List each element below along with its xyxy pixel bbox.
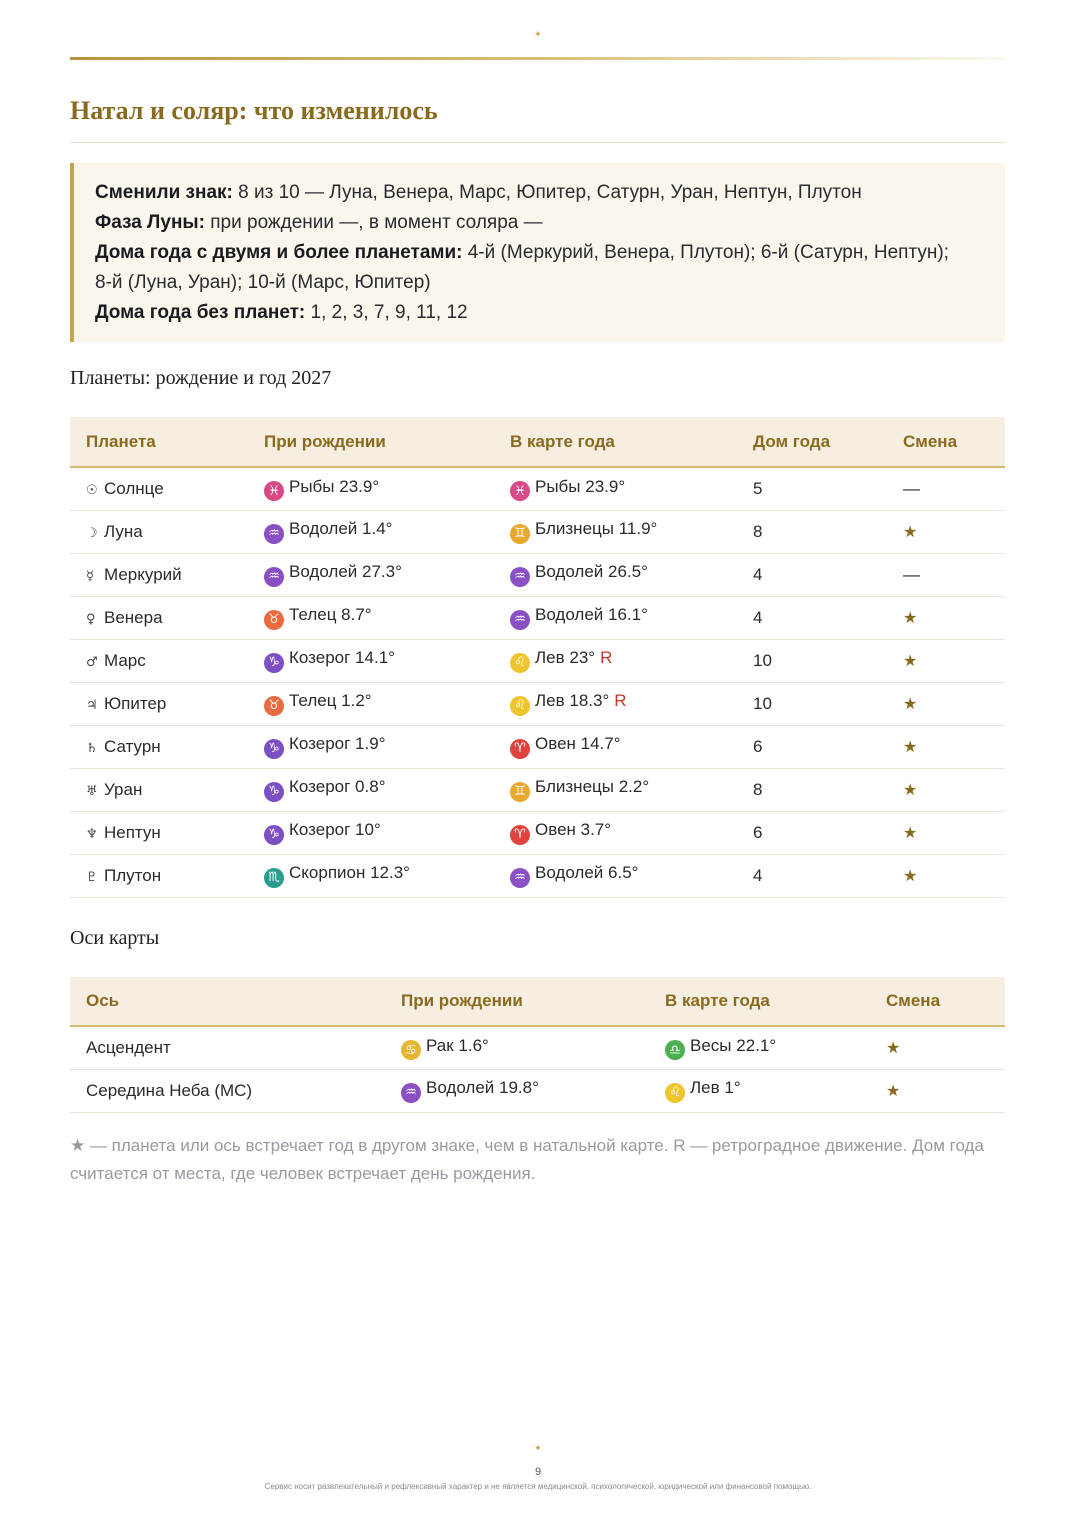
year-cell <box>649 1026 870 1069</box>
house-cell: 4 <box>737 553 887 596</box>
planets-table <box>70 417 1005 898</box>
summary-line <box>95 298 985 328</box>
sign-position: Водолей 1.4° <box>289 519 393 539</box>
zodiac-sign-icon: ♑ <box>264 739 284 759</box>
planet-glyph-icon: ♅ <box>86 783 98 799</box>
sign-position: Козерог 14.1° <box>289 648 395 668</box>
year-cell <box>494 553 737 596</box>
change-star-icon: ★ <box>887 639 1005 682</box>
planet-name: Луна <box>104 521 143 541</box>
col-natal: При рождении <box>248 417 494 467</box>
zodiac-sign-icon: ♉ <box>264 696 284 716</box>
sign-position: Водолей 19.8° <box>426 1078 539 1098</box>
natal-cell <box>248 596 494 639</box>
zodiac-sign-icon: ♑ <box>264 825 284 845</box>
sign-position: Рак 1.6° <box>426 1035 489 1055</box>
change-star-icon: ★ <box>887 854 1005 897</box>
zodiac-sign-icon: ♈ <box>510 825 530 845</box>
house-cell: 10 <box>737 639 887 682</box>
title-divider <box>70 142 1005 143</box>
table-row <box>70 510 1005 553</box>
zodiac-sign-icon: ♑ <box>264 653 284 673</box>
sign-position: Водолей 27.3° <box>289 562 402 582</box>
table-row <box>70 639 1005 682</box>
zodiac-sign-icon: ♓ <box>510 481 530 501</box>
sign-position: Телец 8.7° <box>289 605 372 625</box>
summary-line <box>95 178 985 208</box>
col-change: Смена <box>870 977 1005 1026</box>
natal-cell <box>248 768 494 811</box>
table-row <box>70 553 1005 596</box>
planet-glyph-icon: ♇ <box>86 869 98 885</box>
year-cell <box>494 596 737 639</box>
summary-text: 4-й (Меркурий, Венера, Плутон); 6-й (Сатурн, Нептун); <box>462 242 949 263</box>
house-cell: 5 <box>737 467 887 510</box>
summary-label: Сменили знак: <box>95 182 233 203</box>
planet-cell <box>70 768 248 811</box>
col-planet: Планета <box>70 417 248 467</box>
sign-position: Водолей 6.5° <box>535 863 639 883</box>
disclaimer: Сервис носит развлекательный и рефлексивный характер и не является медицинской, психологической, юридической или финансовой помощью. <box>264 1482 812 1491</box>
change-star-icon: ★ <box>887 768 1005 811</box>
change-star-icon: ★ <box>887 682 1005 725</box>
table-row <box>70 596 1005 639</box>
zodiac-sign-icon: ♑ <box>264 782 284 802</box>
change-star-icon: ★ <box>870 1069 1005 1112</box>
sign-position: Водолей 16.1° <box>535 605 648 625</box>
axes-table <box>70 977 1005 1113</box>
planet-glyph-icon: ♄ <box>86 740 98 756</box>
col-year: В карте года <box>649 977 870 1026</box>
natal-cell <box>248 510 494 553</box>
col-axis: Ось <box>70 977 385 1026</box>
axes-table-header <box>70 977 1005 1026</box>
house-cell: 8 <box>737 768 887 811</box>
table-row <box>70 467 1005 510</box>
planet-glyph-icon: ☽ <box>86 525 98 541</box>
natal-cell <box>248 811 494 854</box>
summary-label: Фаза Луны: <box>95 212 205 233</box>
table-row <box>70 768 1005 811</box>
sign-position: Рыбы 23.9° <box>289 476 380 496</box>
year-cell <box>494 639 737 682</box>
summary-box <box>70 163 1005 342</box>
planet-name: Юпитер <box>104 693 167 713</box>
natal-cell <box>248 682 494 725</box>
planet-name: Солнце <box>104 478 164 498</box>
change-star-icon: ★ <box>887 725 1005 768</box>
summary-line <box>95 268 985 298</box>
house-cell: 10 <box>737 682 887 725</box>
year-cell <box>494 854 737 897</box>
year-cell <box>494 510 737 553</box>
retrograde-marker: R <box>600 648 613 668</box>
sign-position: Весы 22.1° <box>690 1035 777 1055</box>
planet-name: Марс <box>104 650 146 670</box>
natal-cell <box>385 1026 649 1069</box>
year-cell <box>494 467 737 510</box>
zodiac-sign-icon: ♒ <box>510 567 530 587</box>
page-title: Натал и соляр: что изменилось <box>70 96 438 125</box>
natal-cell <box>248 467 494 510</box>
planet-glyph-icon: ♀ <box>86 611 96 627</box>
zodiac-sign-icon: ♊ <box>510 524 530 544</box>
summary-label: Дома года без планет: <box>95 302 306 323</box>
summary-text: при рождении —, в момент соляра — <box>204 212 543 233</box>
planet-glyph-icon: ♃ <box>86 697 98 713</box>
sign-position: Лев 18.3° <box>535 691 610 711</box>
planet-name: Нептун <box>104 822 161 842</box>
year-cell <box>649 1069 870 1112</box>
zodiac-sign-icon: ♌ <box>510 696 530 716</box>
summary-text: 1, 2, 3, 7, 9, 11, 12 <box>305 302 468 323</box>
table-row <box>70 725 1005 768</box>
zodiac-sign-icon: ♒ <box>510 610 530 630</box>
zodiac-sign-icon: ♌ <box>510 653 530 673</box>
top-ornament: ✦ <box>534 29 542 39</box>
planet-glyph-icon: ♂ <box>86 654 98 670</box>
planet-name: Плутон <box>104 865 162 885</box>
house-cell: 6 <box>737 811 887 854</box>
zodiac-sign-icon: ♒ <box>401 1083 421 1103</box>
planet-name: Сатурн <box>104 736 161 756</box>
natal-cell <box>248 553 494 596</box>
house-cell: 8 <box>737 510 887 553</box>
change-star-icon: ★ <box>887 811 1005 854</box>
house-cell: 4 <box>737 596 887 639</box>
footnote: ★ — планета или ось встречает год в другом знаке, чем в натальной карте. R — ретроградное движение. Дом года считается от места, где человек встречает день рождения. <box>70 1136 984 1183</box>
change-star-icon: ★ <box>887 596 1005 639</box>
sign-position: Овен 14.7° <box>535 734 621 754</box>
planet-cell <box>70 639 248 682</box>
retrograde-marker: R <box>614 691 627 711</box>
natal-cell <box>248 725 494 768</box>
planet-glyph-icon: ☿ <box>86 568 94 584</box>
zodiac-sign-icon: ♎ <box>665 1040 685 1060</box>
planet-cell <box>70 467 248 510</box>
house-cell: 4 <box>737 854 887 897</box>
sign-position: Лев 1° <box>690 1078 741 1098</box>
planet-name: Меркурий <box>104 564 182 584</box>
planet-cell <box>70 725 248 768</box>
zodiac-sign-icon: ♋ <box>401 1040 421 1060</box>
house-cell: 6 <box>737 725 887 768</box>
year-cell <box>494 682 737 725</box>
natal-cell <box>248 854 494 897</box>
table-row <box>70 1026 1005 1069</box>
table-row <box>70 1069 1005 1112</box>
table-row <box>70 682 1005 725</box>
table-row <box>70 811 1005 854</box>
planet-cell <box>70 854 248 897</box>
page-number: 9 <box>534 1466 542 1478</box>
col-natal: При рождении <box>385 977 649 1026</box>
zodiac-sign-icon: ♒ <box>264 567 284 587</box>
summary-label: Дома года с двумя и более планетами: <box>95 242 463 263</box>
planet-name: Венера <box>104 607 163 627</box>
year-cell <box>494 725 737 768</box>
change-star-icon: ★ <box>887 510 1005 553</box>
axis-name: Асцендент <box>70 1026 385 1069</box>
sign-position: Козерог 0.8° <box>289 777 386 797</box>
no-change-dash: — <box>887 553 1005 596</box>
zodiac-sign-icon: ♌ <box>665 1083 685 1103</box>
zodiac-sign-icon: ♉ <box>264 610 284 630</box>
planet-cell <box>70 510 248 553</box>
zodiac-sign-icon: ♊ <box>510 782 530 802</box>
col-change: Смена <box>887 417 1005 467</box>
summary-line <box>95 238 985 268</box>
zodiac-sign-icon: ♒ <box>510 868 530 888</box>
sign-position: Рыбы 23.9° <box>535 476 626 496</box>
planet-cell <box>70 811 248 854</box>
summary-line <box>95 208 985 238</box>
sign-position: Телец 1.2° <box>289 691 372 711</box>
axis-name: Середина Неба (MC) <box>70 1069 385 1112</box>
summary-text: 8 из 10 — Луна, Венера, Марс, Юпитер, Сатурн, Уран, Нептун, Плутон <box>232 182 862 203</box>
planets-table-header <box>70 417 1005 467</box>
no-change-dash: — <box>887 467 1005 510</box>
zodiac-sign-icon: ♈ <box>510 739 530 759</box>
sign-position: Близнецы 11.9° <box>535 519 658 539</box>
col-year: В карте года <box>494 417 737 467</box>
planet-glyph-icon: ☉ <box>86 482 98 498</box>
planet-cell <box>70 682 248 725</box>
sign-position: Овен 3.7° <box>535 820 612 840</box>
zodiac-sign-icon: ♏ <box>264 868 284 888</box>
planets-section-title: Планеты: рождение и год 2027 <box>70 367 332 389</box>
summary-text: 8-й (Луна, Уран); 10-й (Марс, Юпитер) <box>95 272 431 293</box>
table-row <box>70 854 1005 897</box>
change-star-icon: ★ <box>870 1026 1005 1069</box>
sign-position: Козерог 1.9° <box>289 734 386 754</box>
col-house: Дом года <box>737 417 887 467</box>
top-rule <box>70 57 1005 60</box>
sign-position: Водолей 26.5° <box>535 562 648 582</box>
year-cell <box>494 768 737 811</box>
sign-position: Козерог 10° <box>289 820 381 840</box>
sign-position: Лев 23° <box>535 648 596 668</box>
sign-position: Близнецы 2.2° <box>535 777 650 797</box>
zodiac-sign-icon: ♓ <box>264 481 284 501</box>
planet-cell <box>70 553 248 596</box>
zodiac-sign-icon: ♒ <box>264 524 284 544</box>
axes-section-title: Оси карты <box>70 927 160 949</box>
natal-cell <box>385 1069 649 1112</box>
bottom-ornament: ✦ <box>534 1443 542 1453</box>
planet-cell <box>70 596 248 639</box>
natal-cell <box>248 639 494 682</box>
planet-glyph-icon: ♆ <box>86 826 98 842</box>
year-cell <box>494 811 737 854</box>
planet-name: Уран <box>104 779 143 799</box>
sign-position: Скорпион 12.3° <box>289 863 410 883</box>
